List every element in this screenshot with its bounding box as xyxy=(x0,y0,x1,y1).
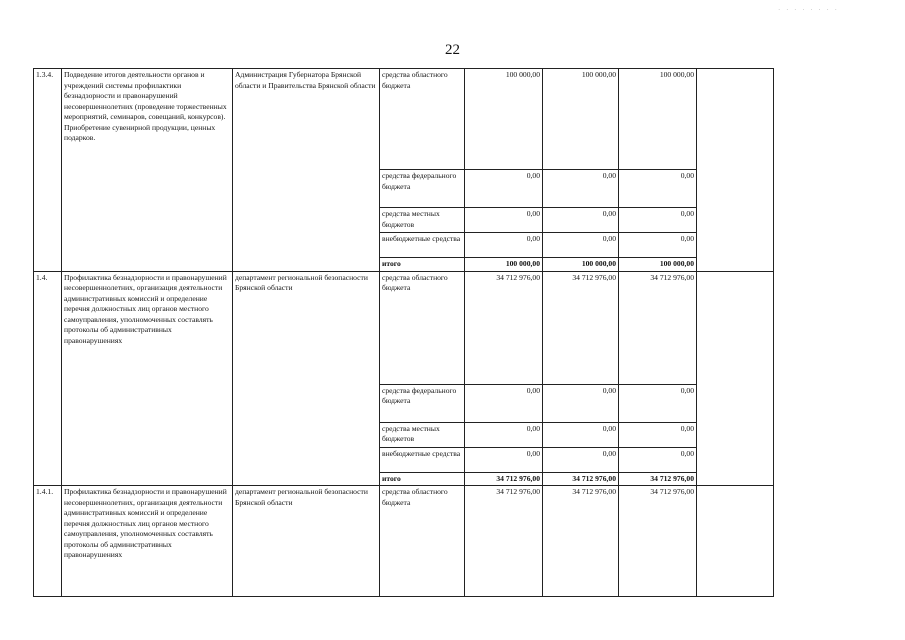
funding-source: средства областного бюджета xyxy=(380,486,465,597)
executor: Администрация Губернатора Брянской области и Правительства Брянской области xyxy=(233,69,380,272)
funding-source: внебюджетные средства xyxy=(380,447,465,472)
amount-year-3: 0,00 xyxy=(619,422,697,447)
executor: департамент региональной безопасности Брянской области xyxy=(233,486,380,597)
table-row xyxy=(34,486,774,597)
amount-year-2: 0,00 xyxy=(543,384,619,422)
total-year-2: 34 712 976,00 xyxy=(543,472,619,486)
row-number: 1.4.1. xyxy=(34,486,62,597)
amount-year-3: 0,00 xyxy=(619,384,697,422)
amount-year-1: 34 712 976,00 xyxy=(465,271,543,384)
amount-year-1: 0,00 xyxy=(465,233,543,258)
amount-year-2: 0,00 xyxy=(543,170,619,208)
amount-year-1: 0,00 xyxy=(465,384,543,422)
total-year-2: 100 000,00 xyxy=(543,258,619,272)
funding-source: средства местных бюджетов xyxy=(380,422,465,447)
amount-year-2: 0,00 xyxy=(543,208,619,233)
amount-year-2: 34 712 976,00 xyxy=(543,271,619,384)
funding-source: средства местных бюджетов xyxy=(380,208,465,233)
activity-name: Подведение итогов деятельности органов и учреждений системы профилактики безнадзорности и правонарушений несовершеннолетних (проведение торжественных мероприятий, семинаров, совещаний, конкурсов). Приобретение сувенирной продукции, ценных подарков. xyxy=(62,69,233,272)
amount-year-3: 0,00 xyxy=(619,233,697,258)
table-row xyxy=(34,69,774,170)
amount-year-2: 0,00 xyxy=(543,422,619,447)
amount-year-1: 0,00 xyxy=(465,447,543,472)
funding-source: средства областного бюджета xyxy=(380,271,465,384)
amount-year-1: 0,00 xyxy=(465,422,543,447)
empty-cell xyxy=(697,486,774,597)
activity-name: Профилактика безнадзорности и правонарушений несовершеннолетних, организация деятельности административных комиссий и определение перечня должностных лиц органов местного самоуправления, уполномоченных составлять протоколы об административных правонарушениях xyxy=(62,271,233,486)
budget-table xyxy=(33,68,774,597)
activity-name: Профилактика безнадзорности и правонарушений несовершеннолетних, организация деятельности административных комиссий и определение перечня должностных лиц органов местного самоуправления, уполномоченных составлять протоколы об административных правонарушениях xyxy=(62,486,233,597)
amount-year-1: 0,00 xyxy=(465,208,543,233)
amount-year-3: 0,00 xyxy=(619,208,697,233)
empty-cell xyxy=(697,69,774,272)
page-number: 22 xyxy=(445,42,460,58)
row-number: 1.4. xyxy=(34,271,62,486)
table-row xyxy=(34,271,774,384)
amount-year-2: 0,00 xyxy=(543,233,619,258)
total-label: итого xyxy=(380,472,465,486)
total-year-3: 100 000,00 xyxy=(619,258,697,272)
amount-year-2: 100 000,00 xyxy=(543,69,619,170)
total-year-3: 34 712 976,00 xyxy=(619,472,697,486)
funding-source: средства областного бюджета xyxy=(380,69,465,170)
amount-year-3: 0,00 xyxy=(619,170,697,208)
amount-year-1: 100 000,00 xyxy=(465,69,543,170)
scan-marks: · · · · · · · · xyxy=(778,6,839,14)
amount-year-1: 34 712 976,00 xyxy=(465,486,543,597)
row-number: 1.3.4. xyxy=(34,69,62,272)
total-label: итого xyxy=(380,258,465,272)
amount-year-2: 34 712 976,00 xyxy=(543,486,619,597)
funding-source: внебюджетные средства xyxy=(380,233,465,258)
funding-source: средства федерального бюджета xyxy=(380,384,465,422)
executor: департамент региональной безопасности Брянской области xyxy=(233,271,380,486)
amount-year-2: 0,00 xyxy=(543,447,619,472)
total-year-1: 34 712 976,00 xyxy=(465,472,543,486)
amount-year-1: 0,00 xyxy=(465,170,543,208)
empty-cell xyxy=(697,271,774,486)
amount-year-3: 34 712 976,00 xyxy=(619,271,697,384)
amount-year-3: 0,00 xyxy=(619,447,697,472)
amount-year-3: 34 712 976,00 xyxy=(619,486,697,597)
amount-year-3: 100 000,00 xyxy=(619,69,697,170)
funding-source: средства федерального бюджета xyxy=(380,170,465,208)
total-year-1: 100 000,00 xyxy=(465,258,543,272)
